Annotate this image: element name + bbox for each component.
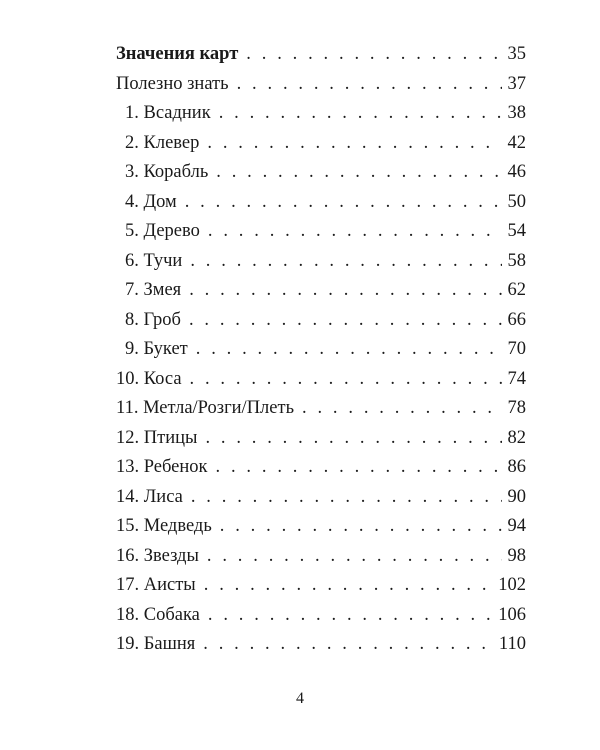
toc-entry-page: 98: [507, 545, 526, 566]
toc-entry-page: 38: [507, 103, 526, 123]
dot-leader: [190, 247, 501, 277]
toc-entry-page: 70: [507, 339, 526, 359]
toc-entry-title: 18. Собака: [116, 604, 200, 625]
dot-leader: [185, 188, 502, 218]
dot-leader: [191, 483, 502, 513]
toc-entry: [116, 571, 526, 601]
toc-entry: [116, 40, 526, 70]
toc-entry: [116, 217, 526, 247]
toc-entry-title: 11. Метла/Розги/Плеть: [116, 398, 295, 418]
dot-leader: [216, 453, 502, 483]
toc-entry: [116, 188, 526, 218]
dot-leader: [246, 40, 501, 70]
toc-entry: [116, 601, 526, 631]
dot-leader: [237, 70, 502, 100]
dot-leader: [220, 512, 502, 542]
toc-entry: [116, 129, 526, 159]
toc-entry-page: 54: [507, 221, 526, 241]
toc-entry-page: 94: [507, 516, 526, 536]
toc-entry: [116, 276, 526, 306]
toc-entry-page: 62: [507, 280, 526, 300]
toc-entry-page: 37: [507, 73, 526, 94]
toc-entry-title: 8. Гроб: [125, 309, 181, 330]
toc-entry: [116, 512, 526, 542]
dot-leader: [196, 335, 502, 365]
toc-entry-title: 7. Змея: [125, 280, 182, 300]
dot-leader: [219, 99, 502, 129]
dot-leader: [189, 276, 501, 306]
toc-entry: [116, 335, 526, 365]
toc-entry-title: Значения карт: [116, 44, 239, 64]
toc-entry-title: 14. Лиса: [116, 486, 183, 507]
dot-leader: [208, 601, 492, 631]
toc-entry-title: 16. Звезды: [116, 545, 199, 566]
toc-entry-page: 50: [507, 191, 526, 212]
toc-entry: [116, 306, 526, 336]
toc-entry: [116, 158, 526, 188]
dot-leader: [302, 394, 501, 424]
toc-entry-title: 6. Тучи: [125, 250, 183, 271]
toc-entry-page: 86: [507, 457, 526, 477]
toc-entry-page: 66: [507, 309, 526, 330]
toc-entry-title: 13. Ребенок: [116, 457, 208, 477]
toc-entry-title: 10. Коса: [116, 368, 182, 389]
toc-entry-title: 12. Птицы: [116, 427, 198, 448]
toc-entry-page: 78: [507, 398, 526, 418]
toc-entry-page: 35: [507, 44, 526, 64]
dot-leader: [189, 306, 502, 336]
toc-entry: [116, 424, 526, 454]
table-of-contents: [116, 40, 526, 660]
toc-entry: [116, 394, 526, 424]
toc-entry: [116, 365, 526, 395]
toc-entry: [116, 542, 526, 572]
toc-entry-title: Полезно знать: [116, 73, 229, 94]
toc-entry-page: 58: [507, 250, 526, 271]
toc-entry-page: 46: [507, 162, 526, 182]
toc-entry-title: 19. Башня: [116, 634, 196, 654]
toc-entry: [116, 453, 526, 483]
toc-entry-title: 1. Всадник: [125, 103, 211, 123]
toc-entry: [116, 247, 526, 277]
page-number: 4: [296, 690, 304, 707]
toc-entry-title: 15. Медведь: [116, 516, 212, 536]
toc-entry-page: 90: [507, 486, 526, 507]
toc-entry-title: 9. Букет: [125, 339, 188, 359]
toc-entry-title: 5. Дерево: [125, 221, 200, 241]
toc-entry-page: 82: [507, 427, 526, 448]
toc-entry-title: 17. Аисты: [116, 575, 196, 595]
toc-entry-page: 110: [498, 634, 526, 654]
dot-leader: [204, 571, 493, 601]
toc-entry: [116, 70, 526, 100]
toc-entry-title: 4. Дом: [125, 191, 177, 212]
toc-entry-page: 106: [498, 604, 526, 625]
dot-leader: [208, 217, 502, 247]
dot-leader: [190, 365, 502, 395]
toc-entry-title: 2. Клевер: [125, 132, 200, 153]
toc-entry: [116, 483, 526, 513]
toc-entry-page: 102: [498, 575, 526, 595]
dot-leader: [203, 630, 493, 660]
toc-entry: [116, 630, 526, 660]
dot-leader: [207, 129, 501, 159]
dot-leader: [205, 424, 501, 454]
toc-entry-page: 42: [507, 132, 526, 153]
dot-leader: [216, 158, 501, 188]
toc-entry-title: 3. Корабль: [125, 162, 209, 182]
dot-leader: [207, 542, 502, 572]
toc-entry: [116, 99, 526, 129]
toc-entry-page: 74: [507, 368, 526, 389]
